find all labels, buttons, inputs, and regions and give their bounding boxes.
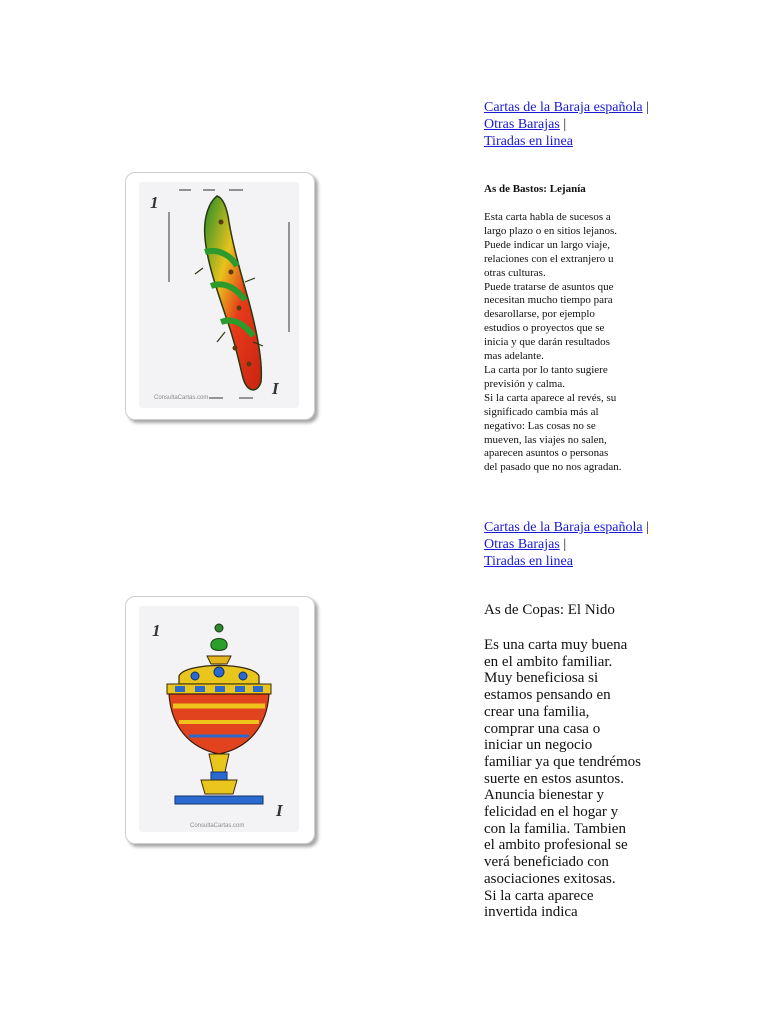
description-line: negativo: Las cosas no se — [484, 419, 596, 432]
link-otras-barajas[interactable]: Otras Barajas — [484, 117, 560, 132]
nav-separator: | — [559, 537, 567, 552]
description-line: aparecen asuntos o personas — [484, 447, 609, 460]
link-cartas-baraja-espanola[interactable]: Cartas de la Baraja española — [484, 520, 643, 535]
link-otras-barajas[interactable]: Otras Barajas — [484, 537, 560, 552]
description-line: necesitan mucho tiempo para — [484, 294, 613, 307]
description-line: largo plazo o en sitios lejanos. — [484, 224, 617, 237]
link-cartas-baraja-espanola[interactable]: Cartas de la Baraja española — [484, 100, 643, 115]
card-description-as-de-copas — [484, 637, 649, 921]
card-watermark: ConsultaCartas.com — [190, 823, 245, 829]
description-line: Anuncia bienestar y — [484, 787, 604, 804]
link-tiradas-en-linea[interactable]: Tiradas en linea — [484, 134, 573, 149]
card-face — [139, 182, 299, 408]
description-line: Si la carta aparece al revés, su — [484, 391, 617, 404]
description-line: comprar una casa o — [484, 720, 601, 737]
description-line: invertida indica — [484, 904, 578, 921]
link-tiradas-en-linea[interactable]: Tiradas en linea — [484, 554, 573, 569]
card-face — [139, 606, 299, 832]
card-as-de-copas — [125, 596, 315, 844]
description-line: felicidad en el hogar y — [484, 804, 619, 821]
card-title-as-de-bastos: As de Bastos: Lejanía — [484, 183, 586, 195]
card-number-top: 1 — [152, 621, 161, 640]
nav-separator: | — [642, 100, 649, 115]
description-line: desarollarse, por ejemplo — [484, 308, 595, 321]
description-line: otras culturas. — [484, 266, 546, 279]
nav-separator: | — [642, 520, 649, 535]
description-line: iniciar un negocio — [484, 737, 593, 754]
description-line: asociaciones exitosas. — [484, 870, 616, 887]
card-title-as-de-copas: As de Copas: El Nido — [484, 602, 615, 618]
description-line: mueven, las viajes no salen, — [484, 433, 607, 446]
description-line: crear una familia, — [484, 703, 590, 720]
description-line: estamos pensando en — [484, 687, 611, 704]
card-number-bottom: I — [276, 801, 283, 820]
description-line: relaciones con el extranjero u — [484, 252, 614, 265]
description-line: suerte en estos asuntos. — [484, 770, 624, 787]
card-number-top: 1 — [150, 193, 159, 212]
nav-links-1 — [484, 99, 654, 150]
nav-separator: | — [559, 117, 567, 132]
description-line: Es una carta muy buena — [484, 637, 628, 653]
description-line: La carta por lo tanto sugiere — [484, 363, 608, 376]
nav-links-2 — [484, 519, 654, 570]
description-line: Esta carta habla de sucesos a — [484, 211, 611, 223]
description-line: Puede indicar un largo viaje, — [484, 238, 610, 251]
description-line: previsión y calma. — [484, 377, 565, 390]
cup-illustration — [139, 606, 299, 832]
description-line: del pasado que no nos agradan. — [484, 461, 622, 474]
description-line: significado cambia más al — [484, 405, 599, 418]
card-as-de-bastos — [125, 172, 315, 420]
description-line: el ambito profesional se — [484, 837, 628, 854]
description-line: mas adelante. — [484, 350, 544, 363]
card-number-bottom: I — [272, 379, 279, 398]
card-watermark: ConsultaCartas.com — [154, 395, 209, 401]
description-line: Muy beneficiosa si — [484, 670, 599, 687]
description-line: inicia y que darán resultados — [484, 336, 610, 349]
description-line: estudios o proyectos que se — [484, 322, 605, 335]
description-line: en el ambito familiar. — [484, 653, 613, 670]
description-line: Si la carta aparece — [484, 887, 594, 904]
club-illustration — [139, 182, 299, 408]
description-line: verá beneficiado con — [484, 854, 609, 871]
description-line: familiar ya que tendrémos — [484, 753, 642, 770]
description-line: con la familia. Tambien — [484, 820, 626, 837]
description-line: Puede tratarse de asuntos que — [484, 280, 614, 293]
card-description-as-de-bastos — [484, 211, 654, 475]
